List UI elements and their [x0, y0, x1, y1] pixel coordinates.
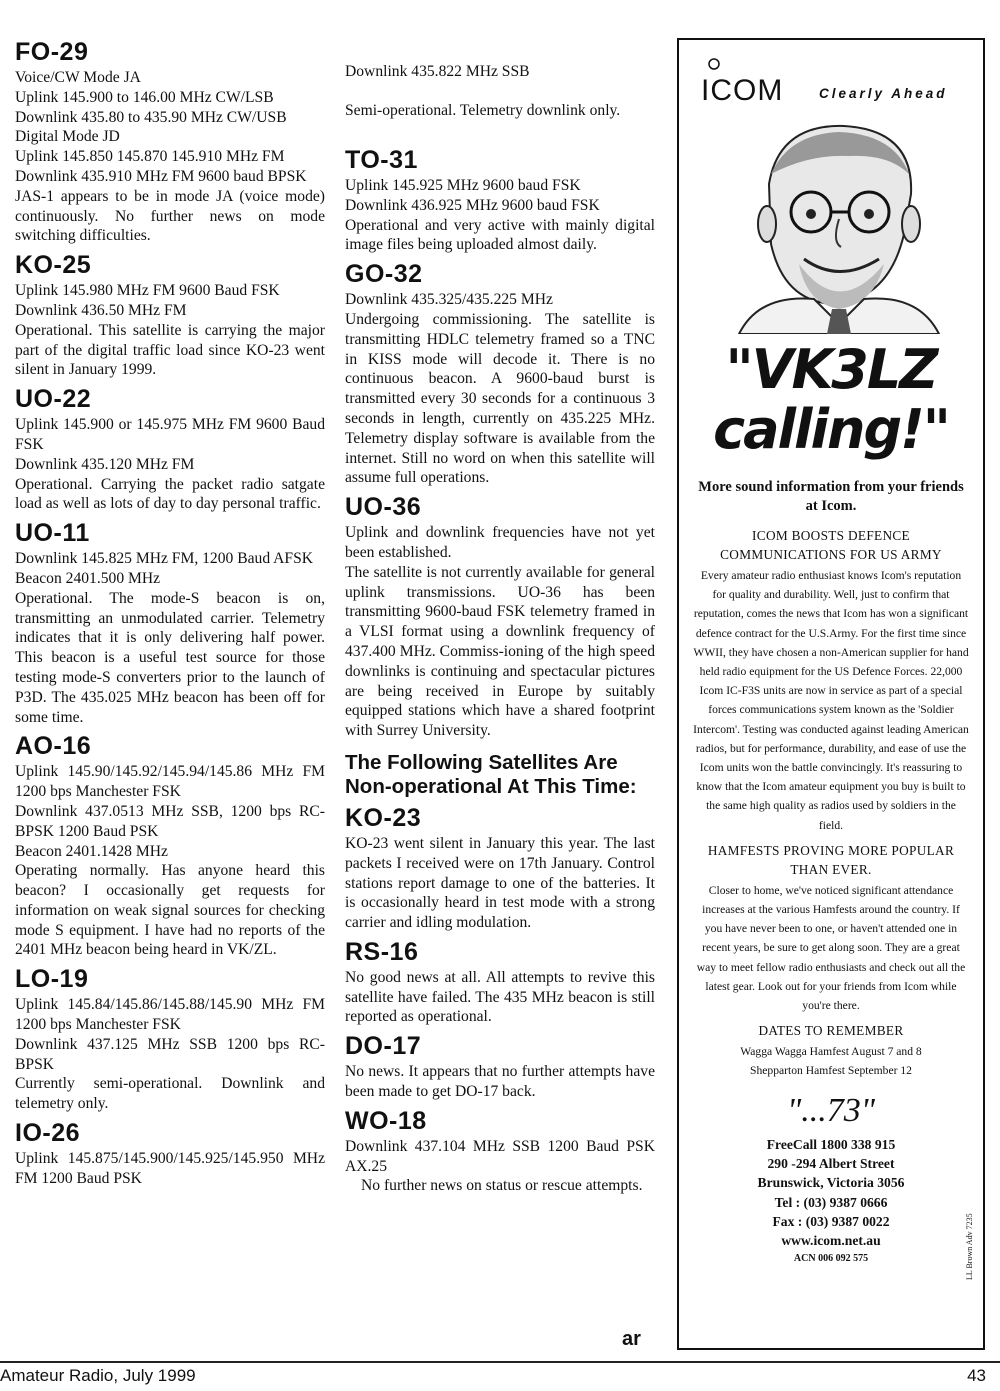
detail-line: Uplink 145.900 to 146.00 MHz CW/LSB	[15, 88, 274, 106]
detail-line: Digital Mode JD	[15, 128, 120, 146]
footer-publication: Amateur Radio, July 1999	[0, 1366, 196, 1385]
detail-line: Operational. The mode-S beacon is on, transmitting an unmodulated carrier. Telemetry indicates that it is only delivering half power. This beacon is a useful test source for those testing mode-S converters prior to the launch of P3D. The 435.025 MHz beacon has been off for some time.	[15, 589, 325, 726]
satellite-details	[15, 415, 325, 514]
logo-ring-icon	[707, 57, 721, 71]
satellite-heading: UO-11	[15, 519, 90, 548]
ad-section-title: HAMFESTS PROVING MORE POPULAR THAN EVER.	[707, 842, 955, 877]
satellite-details	[345, 523, 655, 741]
satellite-heading: KO-23	[345, 803, 422, 832]
detail-line: Downlink 435.910 MHz FM 9600 baud BPSK	[15, 167, 307, 185]
detail-line: Uplink 145.875/145.900/145.925/145.950 MHz FM 1200 Baud PSK	[15, 1150, 325, 1187]
satellite-details	[15, 68, 325, 246]
detail-line: No good news at all. All attempts to revive this satellite have failed. The 435 MHz beacon is still reported as operational.	[345, 968, 655, 1026]
non-operational-list	[345, 804, 655, 1196]
detail-line: Undergoing commissioning. The satellite is transmitting HDLC telemetry framed so a TNC in KISS mode will decode it. There is no continuous beacon. A 9600-baud burst is transmitted every 30 seconds for a continuous 3 seconds in length, currently on 435.225 MHz. Telemetry display software is available from the internet. Still no word on when this satellite will assume full operations.	[345, 310, 655, 487]
ad-slogan: Clearly Ahead	[819, 86, 948, 101]
ad-website: www.icom.net.au	[781, 1233, 881, 1249]
detail-line: Downlink 436.925 MHz 9600 baud FSK	[345, 196, 600, 214]
satellite-details	[15, 762, 325, 960]
satellite-heading: DO-17	[345, 1032, 422, 1061]
article-column-1	[15, 38, 325, 1189]
detail-line: Beacon 2401.1428 MHz	[15, 842, 168, 860]
detail-line: Uplink 145.850 145.870 145.910 MHz FM	[15, 148, 285, 166]
column2-intro	[345, 42, 655, 141]
detail-line: Downlink 435.80 to 435.90 MHz CW/USB	[15, 108, 287, 126]
footer-divider	[0, 1361, 1000, 1363]
icom-logo: ICOM	[701, 74, 784, 107]
detail-line: Operational. Carrying the packet radio satgate load as well as lots of day to day personal traffic.	[15, 475, 325, 513]
section-heading: The Following Satellites Are Non-operational At This Time:	[345, 750, 637, 798]
satellite-details	[345, 290, 655, 488]
satellite-details	[15, 281, 325, 380]
ad-freecall: FreeCall 1800 338 915	[766, 1136, 896, 1152]
satellite-details	[345, 1137, 655, 1196]
satellite-heading: RS-16	[345, 937, 419, 966]
ad-address: 290 -294 Albert Street	[767, 1155, 895, 1171]
satellite-heading: WO-18	[345, 1106, 427, 1135]
ad-headline	[679, 340, 983, 460]
ad-address: Brunswick, Victoria 3056	[757, 1175, 905, 1191]
end-mark: ar	[622, 1328, 641, 1350]
ad-subhead: More sound information from your friends at Icom.	[698, 479, 964, 514]
detail-line: The satellite is not currently available for general uplink transmissions. UO-36 has been transmitting 9600-baud FSK telemetry framed in a VLSI format using a downlink frequency of 437.400 MHz. Commiss-ioning of the high speed downlinks is continuing and spectacular pictures are being received in Europe by suitably equipped stations which have a shared footprint with Surrey University.	[345, 563, 655, 740]
satellite-details	[345, 834, 655, 933]
ad-section-title: ICOM BOOSTS DEFENCE COMMUNICATIONS FOR US ARMY	[720, 528, 942, 562]
detail-line: No further news on status or rescue attempts.	[361, 1177, 643, 1195]
ad-header	[679, 52, 983, 112]
detail-line: Uplink and downlink frequencies have not yet been established.	[345, 524, 655, 561]
ad-body	[693, 478, 969, 1276]
detail-line: KO-23 went silent in January this year. The last packets I received were on 17th January. Control stations report damage to one of the batteries. It is occasionally heard in test mode with a strong carrier and idling modulation.	[345, 834, 655, 932]
satellite-heading: FO-29	[15, 38, 89, 66]
detail-line: Downlink 437.125 MHz SSB 1200 bps RC-BPSK	[15, 1035, 325, 1073]
satellite-heading: KO-25	[15, 251, 92, 280]
detail-line: Downlink 435.120 MHz FM	[15, 455, 195, 473]
detail-line: Uplink 145.925 MHz 9600 baud FSK	[345, 176, 581, 194]
detail-line: Operational. This satellite is carrying the major part of the digital traffic load since KO-23 went silent in January 1999.	[15, 321, 325, 379]
icom-advertisement	[677, 38, 985, 1350]
ad-date: Wagga Wagga Hamfest August 7 and 8	[740, 1045, 922, 1059]
page-number: 43	[967, 1366, 986, 1385]
ad-section-text: Every amateur radio enthusiast knows Icom's reputation for quality and durability. Well, just to confirm that reputation, comes the news that Icom has won a significant defence contract for the U.S.Army. For the first time since WWII, they have chosen a non-American supplier for hand held radio equipment for the US Defence Forces. 22,000 Icom IC-F3S units are now in service as part of a special forces communications system known as the 'Soldier Intercom'. Testing was conducted against leading American radios, but for performance, durability, and ease of use the Icom units won the battle convincingly. It's reassuring to know that the Icom amateur equipment you buy is built to the same high quality as radios used by soldiers in the field.	[693, 569, 969, 832]
detail-line: Downlink 436.50 MHz FM	[15, 301, 187, 319]
satellite-heading: UO-36	[345, 493, 422, 522]
detail-line: Downlink 435.325/435.225 MHz	[345, 291, 553, 309]
headline-line-1: "VK3LZ	[725, 338, 937, 401]
satellite-details	[15, 995, 325, 1114]
ad-section-text: Closer to home, we've noticed significant attendance increases at the various Hamfests around the country. If you have never been to one, or haven't attended one in recent years, be sure to get along soon. They are a great way to meet fellow radio enthusiasts and check out all the latest gear. Look out for your friends from Icom while you're there.	[696, 883, 966, 1013]
satellite-details	[15, 549, 325, 727]
satellite-details	[15, 1149, 325, 1189]
ad-fax: Fax : (03) 9387 0022	[772, 1213, 890, 1229]
satellite-heading: LO-19	[15, 965, 89, 994]
ad-phone: Tel : (03) 9387 0666	[774, 1194, 888, 1210]
ad-sign-off: "...73"	[786, 1091, 876, 1129]
detail-line: Operational and very active with mainly digital image files being uploaded almost daily.	[345, 216, 655, 254]
detail-line: JAS-1 appears to be in mode JA (voice mode) continuously. No further news on mode switching difficulties.	[15, 187, 325, 245]
detail-line: Operating normally. Has anyone heard this beacon? I occasionally get requests for information on weak signal sources for checking mode S equipment. I have had no reports of the 2401 MHz beacon being heard in VK/ZL.	[15, 862, 325, 959]
ad-acn: ACN 006 092 575	[793, 1253, 869, 1265]
satellite-heading: GO-32	[345, 260, 423, 289]
ad-section-title: DATES TO REMEMBER	[758, 1023, 904, 1039]
headline-line-2: calling!"	[713, 398, 949, 461]
detail-line: Uplink 145.900 or 145.975 MHz FM 9600 Baud FSK	[15, 416, 325, 453]
intro-line: Semi-operational. Telemetry downlink only.	[345, 102, 621, 120]
satellite-heading: IO-26	[15, 1119, 81, 1148]
satellite-heading: TO-31	[345, 145, 418, 174]
detail-line: Currently semi-operational. Downlink and telemetry only.	[15, 1075, 325, 1113]
detail-line: No news. It appears that no further attempts have been made to get DO-17 back.	[345, 1063, 655, 1101]
detail-line: Beacon 2401.500 MHz	[15, 569, 161, 587]
man-portrait-image	[699, 114, 963, 334]
detail-line: Uplink 145.84/145.86/145.88/145.90 MHz FM 1200 bps Manchester FSK	[15, 996, 325, 1034]
article-column-2	[345, 42, 655, 1196]
detail-line: Downlink 145.825 MHz FM, 1200 Baud AFSK	[15, 550, 314, 568]
ad-agency-code: LL Brown Adv 7235	[965, 1213, 974, 1280]
satellite-heading: UO-22	[15, 385, 92, 414]
satellite-heading: AO-16	[15, 732, 92, 761]
satellite-details	[345, 176, 655, 255]
satellite-details	[345, 1062, 655, 1102]
satellite-details	[345, 968, 655, 1027]
detail-line: Uplink 145.980 MHz FM 9600 Baud FSK	[15, 282, 280, 300]
intro-line: Downlink 435.822 MHz SSB	[345, 62, 530, 80]
satellite-list	[345, 146, 655, 741]
ad-date: Shepparton Hamfest September 12	[750, 1064, 912, 1078]
detail-line: Uplink 145.90/145.92/145.94/145.86 MHz FM 1200 bps Manchester FSK	[15, 763, 325, 801]
detail-line: Downlink 437.104 MHz SSB 1200 Baud PSK AX.25	[345, 1137, 655, 1175]
detail-line: Downlink 437.0513 MHz SSB, 1200 bps RC-BPSK 1200 Baud PSK	[15, 802, 325, 840]
detail-line: Voice/CW Mode JA	[15, 69, 141, 86]
